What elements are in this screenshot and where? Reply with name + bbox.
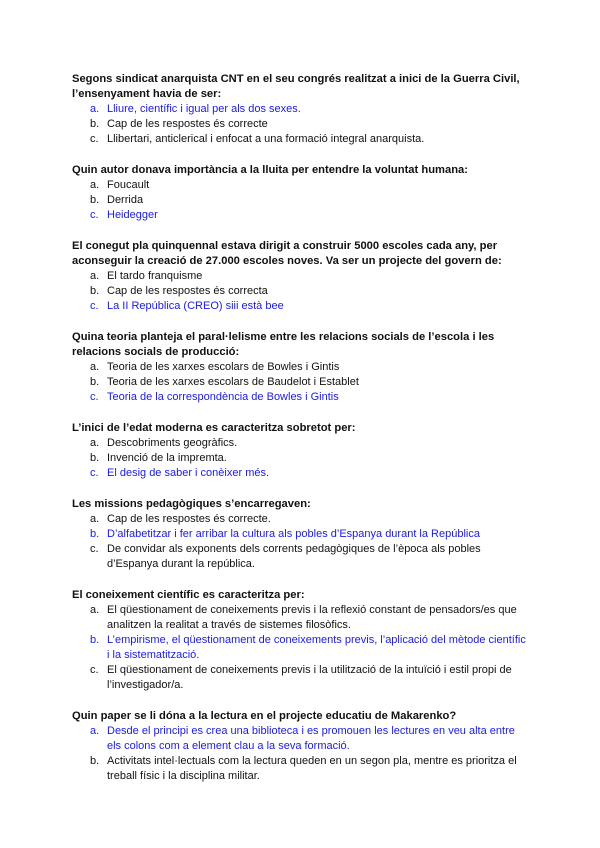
answer-options (72, 603, 526, 693)
option-text: Teoria de les xarxes escolars de Bowles i Gintis (107, 361, 340, 373)
option-marker: b. (90, 634, 100, 646)
answer-option (72, 284, 526, 299)
option-text: Cap de les respostes és correcte (107, 118, 268, 130)
answer-option (72, 603, 526, 633)
option-text: Cap de les respostes és correcta (107, 285, 268, 297)
answer-option (72, 117, 526, 132)
option-marker: b. (90, 755, 100, 767)
option-marker: b. (90, 528, 100, 540)
option-text: Descobriments geogràfics. (107, 437, 238, 449)
question-text: El coneixement científic es caracteritza per: (72, 589, 305, 601)
option-text: El desig de saber i conèixer més. (107, 467, 270, 479)
option-marker: b. (90, 376, 100, 388)
answer-option-correct (72, 527, 526, 542)
question-block (72, 239, 526, 314)
option-text: Lliure, científic i igual per als dos sexes. (107, 103, 301, 115)
option-marker: b. (90, 118, 100, 130)
option-marker: a. (90, 604, 100, 616)
option-marker: b. (90, 452, 100, 464)
answer-option-correct (72, 299, 526, 314)
question-block (72, 709, 526, 784)
answer-option (72, 269, 526, 284)
answer-option (72, 193, 526, 208)
option-text: El tardo franquisme (107, 270, 203, 282)
answer-option (72, 178, 526, 193)
option-marker: c. (90, 209, 99, 221)
option-marker: b. (90, 194, 100, 206)
option-text: Llibertari, anticlerical i enfocat a una formació integral anarquista. (107, 133, 425, 145)
question-text: El conegut pla quinquennal estava dirigit a construir 5000 escoles cada any, per aconseguir la creació de 27.000 escoles noves. Va ser un projecte del govern de: (72, 240, 502, 267)
option-text: El qüestionament de coneixements previs i la utilització de la intuïció i estil propi de l’investigador/a. (107, 664, 512, 691)
answer-option-correct (72, 466, 526, 481)
answer-option-correct (72, 633, 526, 663)
option-marker: a. (90, 103, 100, 115)
question-text: Segons sindicat anarquista CNT en el seu congrés realitzat a inici de la Guerra Civil, l’ensenyament havia de ser: (72, 73, 520, 100)
answer-option-correct (72, 102, 526, 117)
answer-options (72, 436, 526, 481)
option-text: Cap de les respostes és correcte. (107, 513, 271, 525)
question-list (72, 72, 526, 784)
answer-option (72, 132, 526, 147)
answer-options (72, 102, 526, 147)
option-marker: a. (90, 361, 100, 373)
option-marker: a. (90, 513, 100, 525)
answer-option (72, 542, 526, 572)
option-text: De convidar als exponents dels corrents pedagògiques de l’època als pobles d’Espanya durant la república. (107, 543, 481, 570)
option-marker: c. (90, 133, 99, 145)
answer-option (72, 451, 526, 466)
question-text: Quina teoria planteja el paral·lelisme entre les relacions socials de l’escola i les relacions socials de producció: (72, 331, 495, 358)
answer-option-correct (72, 208, 526, 223)
question-text: Quin autor donava importància a la lluita per entendre la voluntat humana: (72, 164, 468, 176)
option-marker: a. (90, 725, 100, 737)
answer-options (72, 178, 526, 223)
option-marker: a. (90, 179, 100, 191)
answer-option-correct (72, 390, 526, 405)
answer-option (72, 663, 526, 693)
answer-options (72, 724, 526, 784)
option-marker: a. (90, 437, 100, 449)
option-text: La II República (CREO) siii està bee (107, 300, 284, 312)
question-text: L’inici de l’edat moderna es caracteritza sobretot per: (72, 422, 356, 434)
option-text: Desde el principi es crea una biblioteca i es promouen les lectures en veu alta entre els colons com a element clau a la seva formació. (107, 725, 515, 752)
answer-options (72, 512, 526, 572)
option-text: Teoria de la correspondència de Bowles i Gintis (107, 391, 339, 403)
question-block (72, 421, 526, 481)
option-text: Heidegger (107, 209, 158, 221)
answer-option (72, 375, 526, 390)
option-marker: b. (90, 285, 100, 297)
option-text: Activitats intel·lectuals com la lectura queden en un segon pla, mentre es prioritza el treball físic i la disciplina militar. (107, 755, 517, 782)
answer-option-correct (72, 724, 526, 754)
question-text: Les missions pedagògiques s’encarregaven: (72, 498, 311, 510)
answer-options (72, 269, 526, 314)
question-text: Quin paper se li dóna a la lectura en el projecte educatiu de Makarenko? (72, 710, 457, 722)
option-text: El qüestionament de coneixements previs i la reflexió constant de pensadors/es que analitzen la realitat a través de sistemes filosòfics. (107, 604, 517, 631)
question-block (72, 72, 526, 147)
question-block (72, 588, 526, 693)
option-marker: c. (90, 391, 99, 403)
answer-options (72, 360, 526, 405)
option-marker: c. (90, 664, 99, 676)
option-marker: c. (90, 300, 99, 312)
option-marker: c. (90, 543, 99, 555)
option-marker: a. (90, 270, 100, 282)
question-block (72, 497, 526, 572)
option-text: Foucault (107, 179, 150, 191)
option-text: Teoria de les xarxes escolars de Baudelot i Establet (107, 376, 359, 388)
question-block (72, 330, 526, 405)
answer-option (72, 512, 526, 527)
question-block (72, 163, 526, 223)
option-marker: c. (90, 467, 99, 479)
option-text: Invenció de la impremta. (107, 452, 227, 464)
option-text: L’empirisme, el qüestionament de coneixements previs, l’aplicació del mètode científic i la sistematització. (107, 634, 526, 661)
answer-option (72, 436, 526, 451)
answer-option (72, 754, 526, 784)
option-text: Derrida (107, 194, 144, 206)
answer-option (72, 360, 526, 375)
option-text: D’alfabetitzar i fer arribar la cultura als pobles d’Espanya durant la República (107, 528, 480, 540)
